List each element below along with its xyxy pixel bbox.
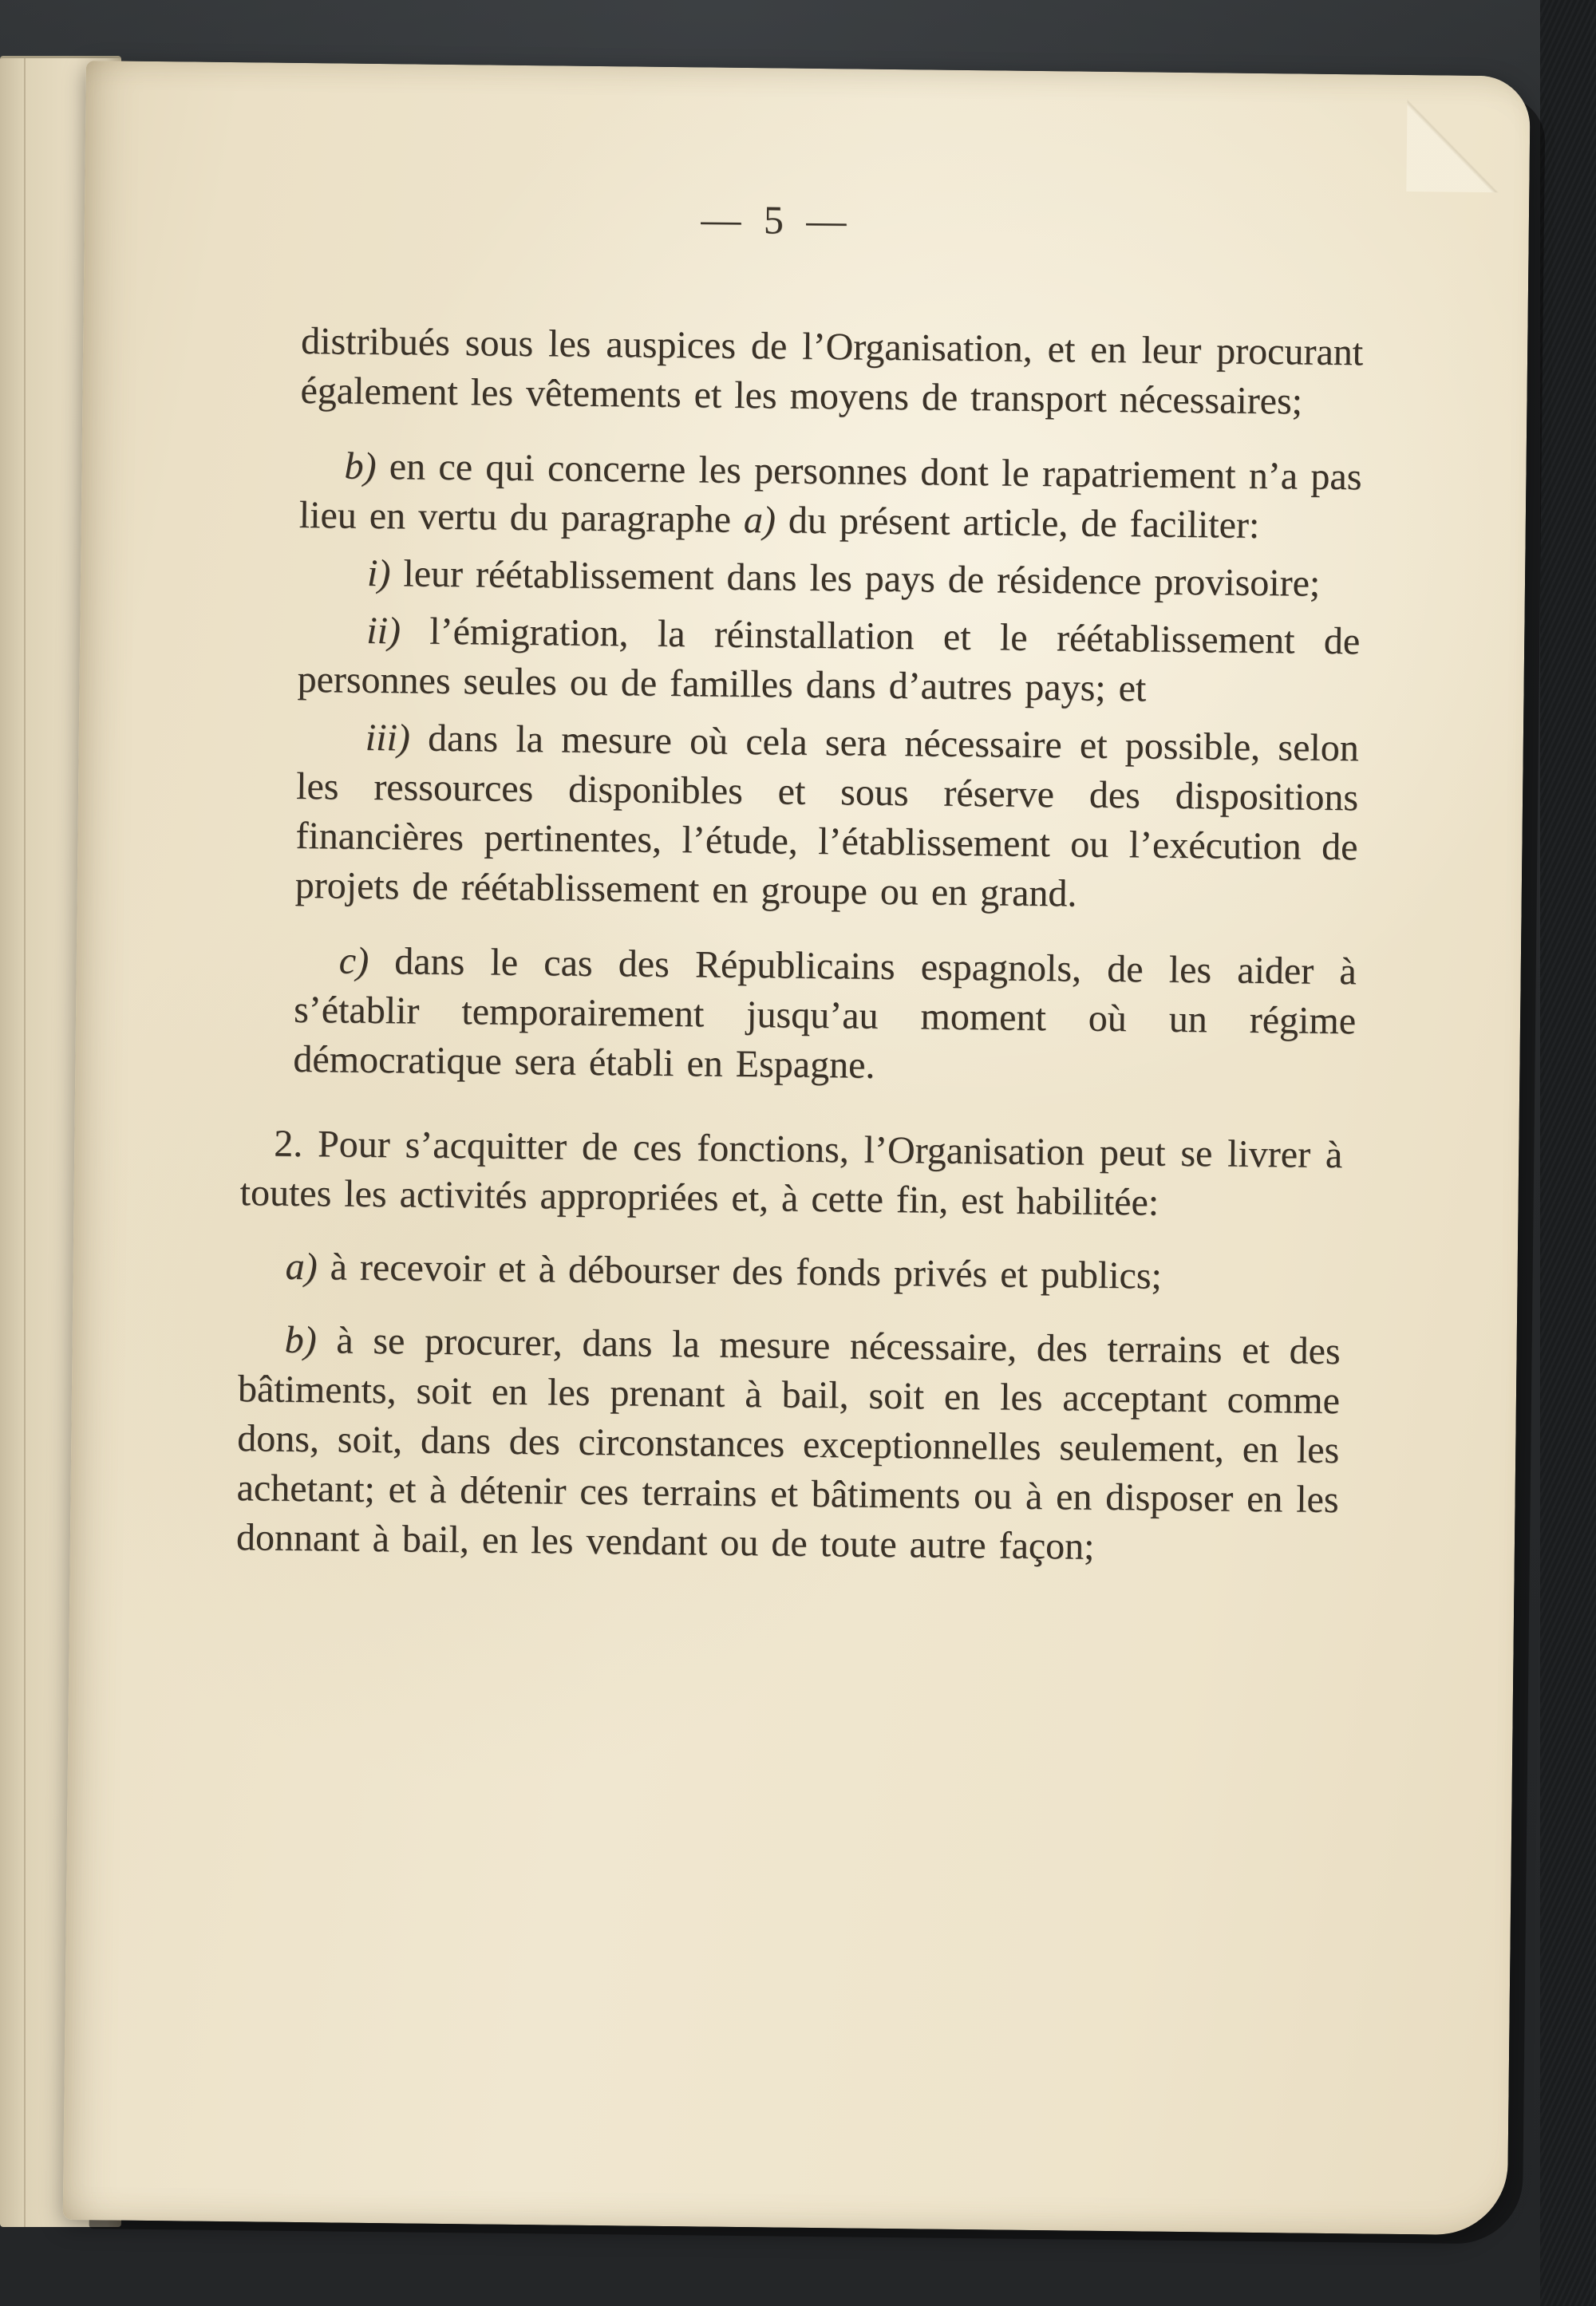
paragraph-marker: ii) [366, 609, 401, 653]
paragraph-marker: c) [338, 939, 369, 982]
paragraph [236, 1315, 1341, 1574]
paragraph-marker: b) [344, 444, 377, 488]
paragraph [239, 1119, 1342, 1230]
background-edge [1540, 0, 1596, 2306]
paragraph [300, 317, 1363, 427]
page-content [70, 61, 1531, 1576]
paragraph-text: du présent article, de faciliter: [775, 499, 1260, 547]
paragraph-marker: b) [284, 1318, 317, 1362]
paragraph-text: 2. Pour s’acquitter de ces fonctions, l’Organisation peut se livrer à toutes les activités appropriées et, à cette fin, est habilitée: [239, 1122, 1343, 1224]
book-page [63, 61, 1531, 2235]
paragraph-marker: a) [285, 1245, 318, 1289]
paragraph [297, 606, 1360, 716]
paragraph [239, 1242, 1341, 1303]
text-block [235, 317, 1364, 1574]
paragraph [294, 713, 1359, 922]
paragraph-text: à se procurer, dans la mesure nécessaire, des terrains et des bâtiments, soit en les prenant à bail, soit en les acceptant comme dons, soit, dans des circonstances exceptionnelles seulement, en les achetant; et à détenir ces terrains et bâtiments ou à en disposer en les donnant à bail, en les vendant ou de toute autre façon; [235, 1319, 1341, 1568]
paragraph [298, 548, 1361, 609]
paragraph-marker: i) [366, 551, 391, 595]
paragraph [299, 441, 1362, 551]
paragraph [293, 936, 1357, 1096]
paragraph-text: dans la mesure où cela sera nécessaire et possible, selon les ressources disponibles et sous réserve des dispositions financières pertinentes, l’étude, l’établissement ou l’exécution de projets de réétablissement en groupe ou en grand. [294, 717, 1360, 915]
paragraph-text: distribués sous les auspices de l’Organisation, et en leur procurant également les vêtements et les moyens de transport nécessaires; [300, 319, 1364, 423]
paragraph-text: à recevoir et à débourser des fonds privés et publics; [317, 1246, 1163, 1297]
paragraph-marker: a) [743, 498, 776, 542]
paragraph-text: en ce qui concerne les personnes dont le rapatriement n’a pas lieu en vertu du paragraphe [298, 444, 1362, 541]
paragraph-text: dans le cas des Républicains espagnols, de les aider à s’établir temporairement jusqu’au moment où un régime démocratique sera établi en Espagne. [293, 939, 1357, 1087]
paragraph-marker: iii) [365, 716, 411, 760]
paragraph-text: l’émigration, la réinstallation et le réétablissement de personnes seules ou de familles dans d’autres pays; et [297, 610, 1361, 710]
paragraph-text: leur réétablissement dans les pays de résidence provisoire; [390, 552, 1321, 605]
page-number: — 5 — [701, 196, 847, 243]
